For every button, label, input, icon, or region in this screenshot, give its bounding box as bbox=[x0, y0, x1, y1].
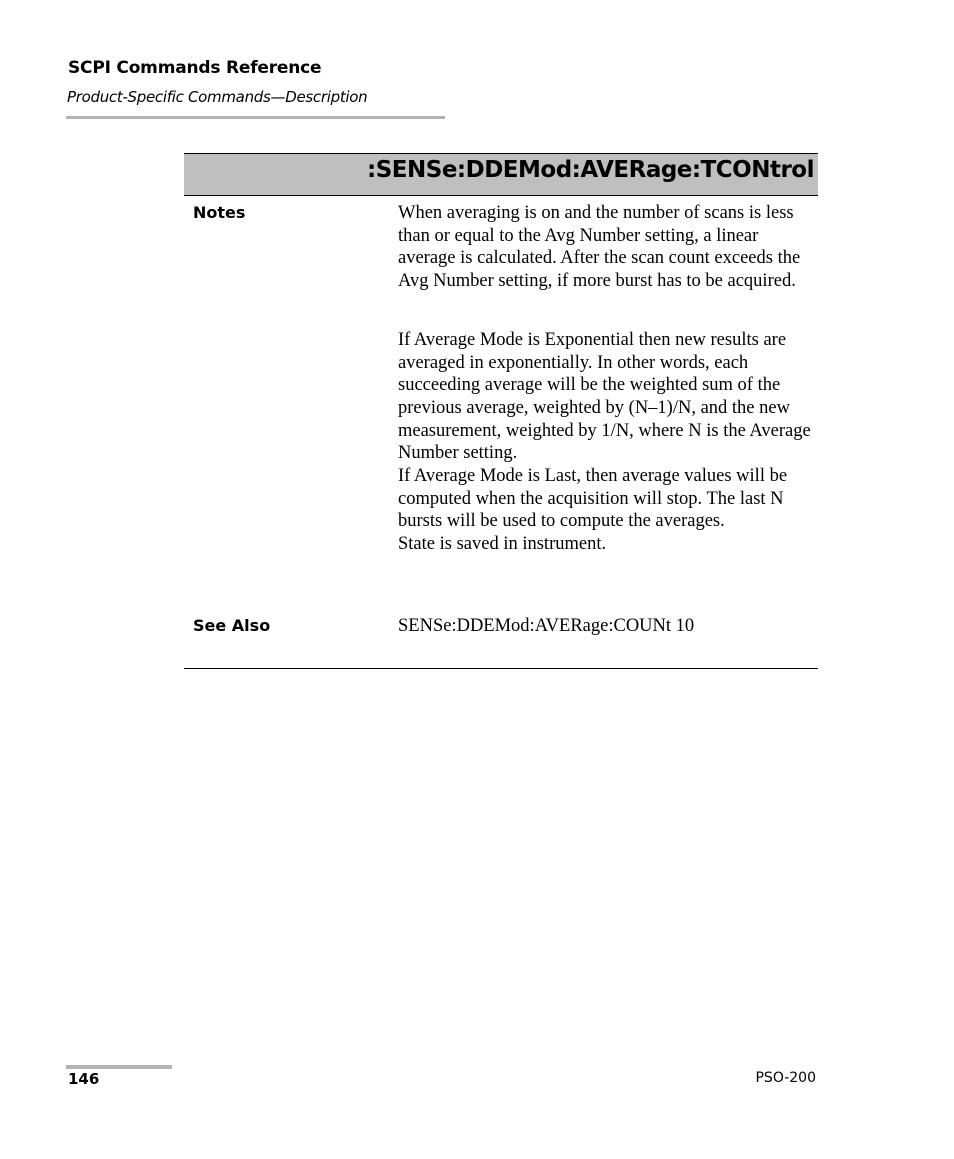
command-title-bar bbox=[184, 153, 818, 196]
table-bottom-divider bbox=[184, 668, 818, 669]
notes-content bbox=[398, 202, 816, 556]
see-also-value: SENSe:DDEMod:AVERage:COUNt 10 bbox=[398, 616, 695, 636]
product-name: PSO-200 bbox=[755, 1070, 816, 1086]
section-title: SCPI Commands Reference bbox=[68, 58, 322, 78]
page-number: 146 bbox=[68, 1070, 100, 1088]
notes-paragraph: State is saved in instrument. bbox=[398, 534, 607, 555]
notes-paragraph: If Average Mode is Exponential then new results are averaged in exponentially. In other words, each succeeding average will be the weighted sum of the previous average, weighted by (N–1)/N, and the new measurement, weighted by 1/N, where N is the Average Number setting. bbox=[398, 329, 811, 464]
header-divider bbox=[66, 116, 445, 119]
notes-label: Notes bbox=[193, 203, 246, 222]
footer-divider bbox=[66, 1065, 172, 1069]
section-subtitle: Product-Specific Commands—Description bbox=[67, 88, 368, 106]
see-also-label: See Also bbox=[193, 616, 271, 635]
command-title: :SENSe:DDEMod:AVERage:TCONtrol bbox=[367, 157, 814, 183]
notes-paragraph: If Average Mode is Last, then average values will be computed when the acquisition will stop. The last N bursts will be used to compute the averages. bbox=[398, 466, 788, 532]
notes-paragraph: When averaging is on and the number of scans is less than or equal to the Avg Number setting, a linear average is calculated. After the scan count exceeds the Avg Number setting, if more burst has to be acquired. bbox=[398, 203, 801, 292]
paragraph-gap bbox=[398, 293, 816, 329]
